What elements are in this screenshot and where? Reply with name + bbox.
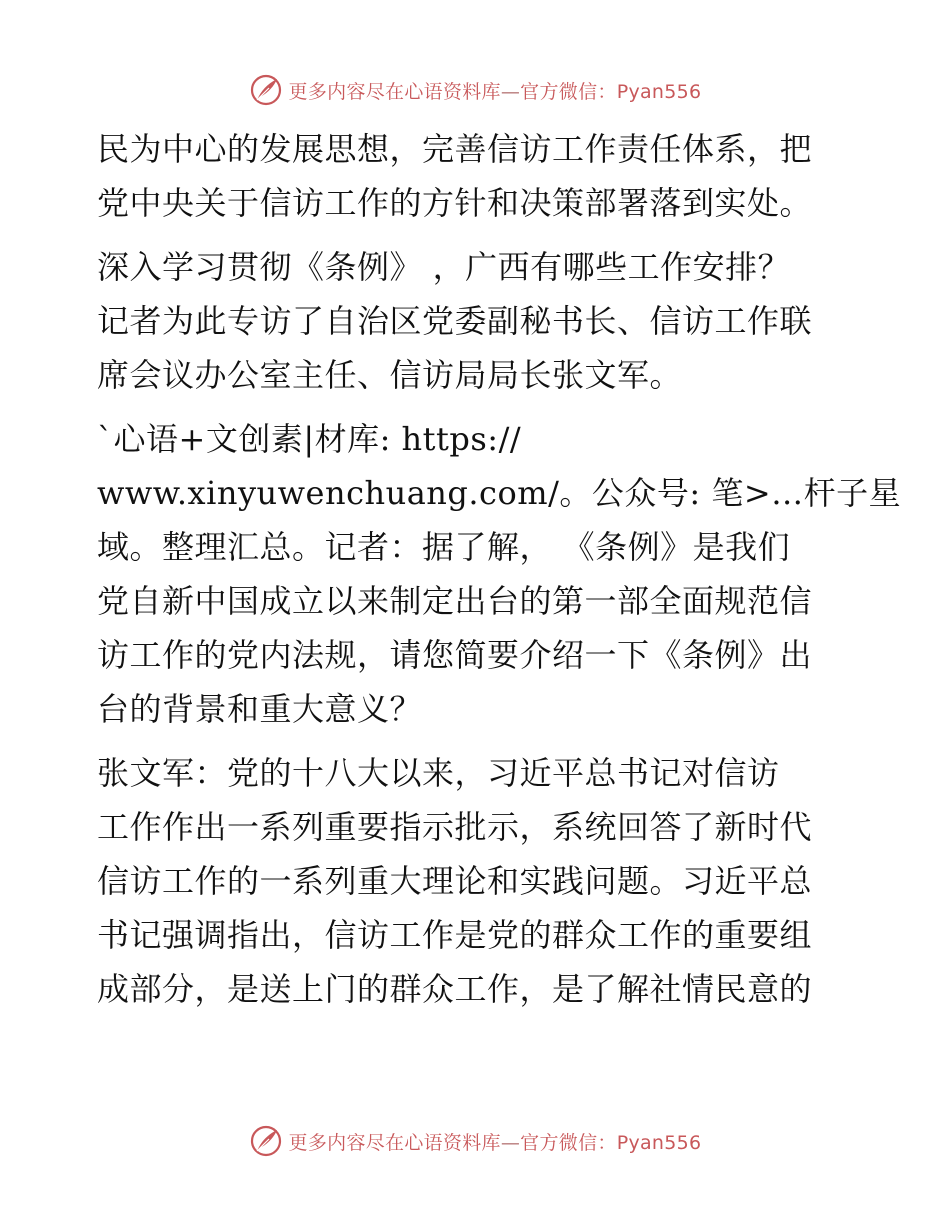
- text-line: 信访工作的一系列重大理论和实践问题。习近平总: [97, 862, 813, 900]
- paragraph: [97, 746, 857, 1016]
- text-line: 民为中心的发展思想，完善信访工作责任体系，把: [97, 130, 813, 168]
- text-line: 域。整理汇总。记者：据了解， 《条例》是我们: [97, 528, 791, 566]
- text-line: 党中央关于信访工作的方针和决策部署落到实处。: [97, 184, 813, 222]
- text-line: 台的背景和重大意义？: [97, 690, 423, 728]
- text-line: `心语+文创素|材库: https://: [97, 420, 522, 458]
- header-banner: [0, 70, 950, 110]
- text-line: 成部分，是送上门的群众工作，是了解社情民意的: [97, 970, 813, 1008]
- text-line: 书记强调指出，信访工作是党的群众工作的重要组: [97, 916, 813, 954]
- text-line: 党自新中国成立以来制定出台的第一部全面规范信: [97, 582, 813, 620]
- paragraph: [97, 240, 857, 402]
- text-line: 张文军：党的十八大以来，习近平总书记对信访: [97, 754, 780, 792]
- banner-separator: —: [500, 1131, 521, 1154]
- banner-separator: —: [500, 80, 521, 103]
- banner-text: [289, 77, 702, 104]
- text-line: 深入学习贯彻《条例》 ，广西有哪些工作安排？: [97, 248, 791, 286]
- banner-text: [289, 1128, 702, 1155]
- paragraph: [97, 412, 902, 736]
- banner-tail-text: 官方微信：: [520, 1131, 617, 1154]
- banner-tail-text: 官方微信：: [520, 80, 617, 103]
- banner-main-text: 更多内容尽在心语资料库: [288, 1131, 501, 1154]
- banner-main-text: 更多内容尽在心语资料库: [288, 80, 501, 103]
- text-line: 席会议办公室主任、信访局局长张文军。: [97, 356, 683, 394]
- banner-wechat-id: Pyan556: [616, 80, 702, 103]
- document-body: [97, 122, 902, 1016]
- paragraph: [97, 122, 857, 230]
- text-line: 工作作出一系列重要指示批示，系统回答了新时代: [97, 808, 813, 846]
- feather-pen-logo-icon: [249, 73, 283, 107]
- feather-pen-logo-icon: [249, 1124, 283, 1158]
- text-line: 记者为此专访了自治区党委副秘书长、信访工作联: [97, 302, 813, 340]
- text-line: www.xinyuwenchuang.com/。公众号: 笔>…杆子星: [97, 474, 902, 512]
- banner-wechat-id: Pyan556: [616, 1131, 702, 1154]
- footer-banner: [0, 1121, 950, 1161]
- text-line: 访工作的党内法规，请您简要介绍一下《条例》出: [97, 636, 813, 674]
